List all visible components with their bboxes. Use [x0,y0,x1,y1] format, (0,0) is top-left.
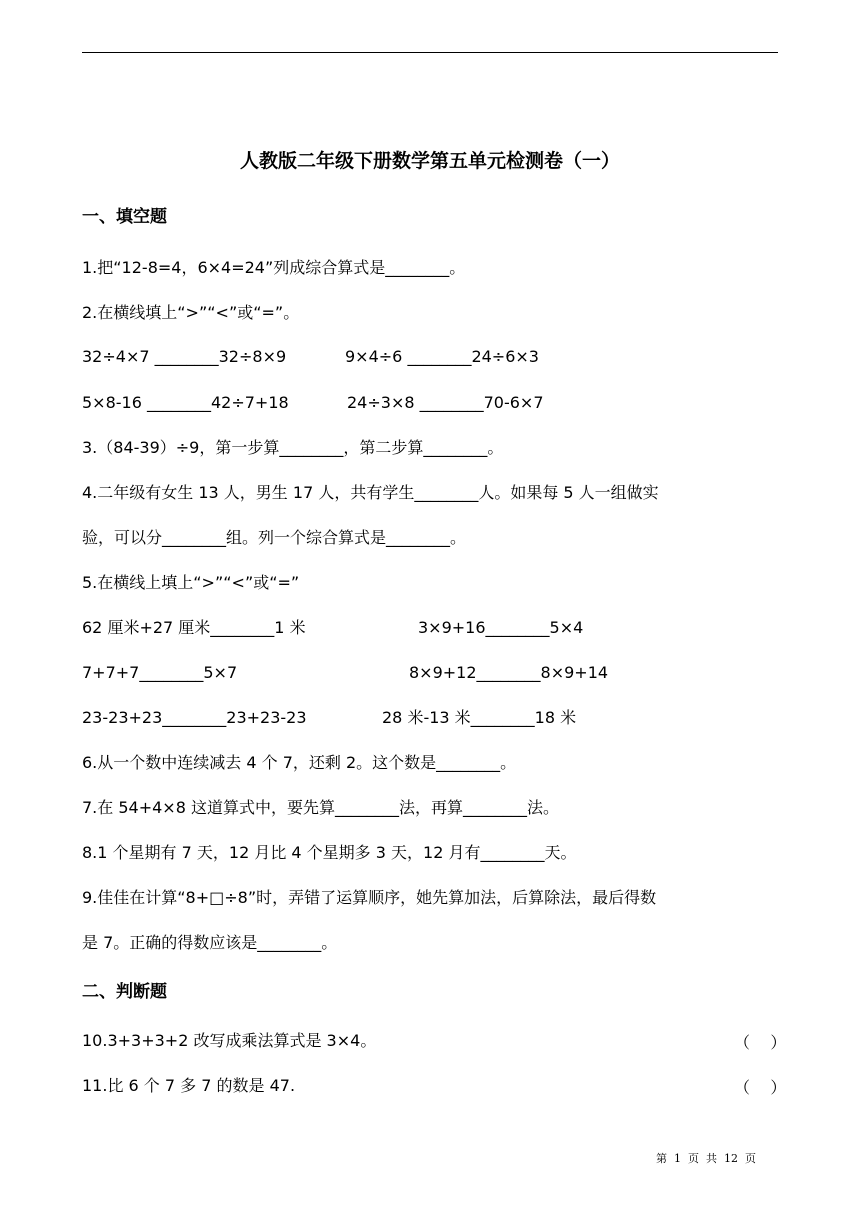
question-6: 6.从一个数中连续减去 4 个 7，还剩 2。这个数是________。 [82,753,517,772]
section-fill-in-heading: 一、填空题 [82,207,167,227]
question-2-row-1-left: 32÷4×7 ________32÷8×9 [82,347,287,366]
page-footer: 第 1 页 共 12 页 [656,1152,756,1165]
question-9-line-2: 是 7。正确的得数应该是________。 [82,933,338,952]
question-2: 2.在横线填上“>”“<”或“=”。 [82,303,300,322]
question-2-row-2-right: 24÷3×8 ________70-6×7 [347,393,544,412]
question-10: 10.3+3+3+2 改写成乘法算式是 3×4。 [82,1031,377,1050]
document-title: 人教版二年级下册数学第五单元检测卷（一） [239,150,620,172]
question-11: 11.比 6 个 7 多 7 的数是 47. [82,1076,296,1095]
answer-parentheses: （ ） [734,1078,787,1097]
question-5-row-3-left: 23-23+23________23+23-23 [82,708,307,727]
question-3: 3.（84-39）÷9，第一步算________，第二步算________。 [82,438,504,457]
question-2-row-2-left: 5×8-16 ________42÷7+18 [82,393,289,412]
question-5-row-1-right: 3×9+16________5×4 [418,618,584,637]
question-5: 5.在横线上填上“>”“<”或“=” [82,573,300,592]
question-1: 1.把“12-8=4，6×4=24”列成综合算式是________。 [82,258,466,277]
question-5-row-1-left: 62 厘米+27 厘米________1 米 [82,618,306,637]
question-5-row-3-right: 28 米-13 米________18 米 [382,708,577,727]
question-8: 8.1 个星期有 7 天，12 月比 4 个星期多 3 天，12 月有________天。 [82,843,577,862]
answer-parentheses: （ ） [734,1033,787,1052]
question-7: 7.在 54+4×8 这道算式中，要先算________法，再算________法。 [82,798,559,817]
question-4-line-1: 4.二年级有女生 13 人，男生 17 人，共有学生________人。如果每 5 人一组做实 [82,483,659,502]
header-rule [82,52,778,53]
question-4-line-2: 验，可以分________组。列一个综合算式是________。 [82,528,467,547]
question-5-row-2-left: 7+7+7________5×7 [82,663,238,682]
question-5-row-2-right: 8×9+12________8×9+14 [409,663,609,682]
question-2-row-1-right: 9×4÷6 ________24÷6×3 [345,347,539,366]
question-9-line-1: 9.佳佳在计算“8+□÷8”时，弄错了运算顺序，她先算加法，后算除法，最后得数 [82,888,657,907]
section-true-false-heading: 二、判断题 [82,982,167,1002]
